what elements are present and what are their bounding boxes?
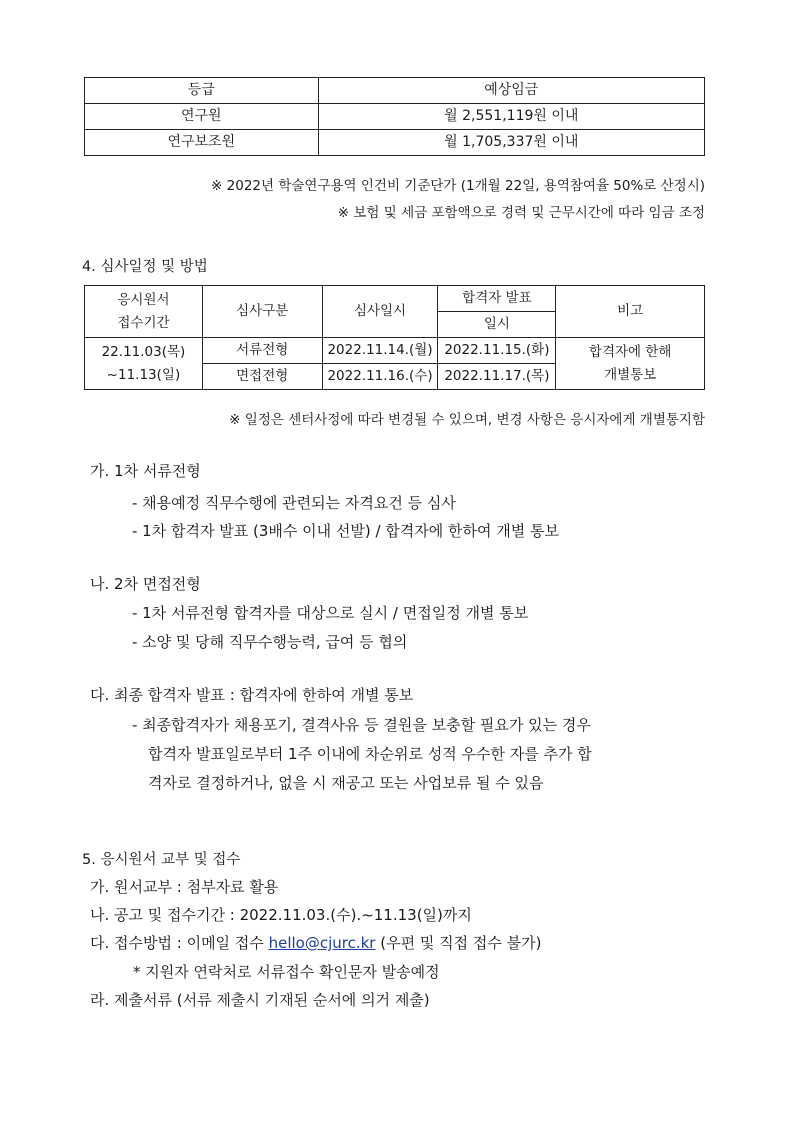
announce-cell: 2022.11.15.(화) xyxy=(438,338,556,364)
list-item: - 최종합격자가 채용포기, 결격사유 등 결원을 보충할 필요가 있는 경우 xyxy=(132,716,591,734)
list-item-continuation: 격자로 결정하거나, 없을 시 재공고 또는 사업보류 될 수 있음 xyxy=(148,774,544,792)
email-link[interactable]: hello@cjurc.kr xyxy=(268,934,376,952)
note-header: 비고 xyxy=(556,286,705,338)
table-row xyxy=(85,338,705,364)
wage-cell: 월 2,551,119원 이내 xyxy=(318,104,704,130)
subsection-title: 가. 1차 서류전형 xyxy=(90,462,201,480)
wage-note: ※ 2022년 학술연구용역 인건비 기준단가 (1개월 22일, 용역참여율 50%로 산정시) xyxy=(211,178,705,194)
type-header: 심사구분 xyxy=(202,286,322,338)
list-item-continuation: 합격자 발표일로부터 1주 이내에 차순위로 성적 우수한 자를 추가 합 xyxy=(148,745,592,763)
period-line: ~11.13(일) xyxy=(106,367,181,383)
type-cell: 서류전형 xyxy=(202,338,322,364)
list-item: - 1차 합격자 발표 (3배수 이내 선발) / 합격자에 한하여 개별 통보 xyxy=(132,522,559,540)
type-cell: 면접전형 xyxy=(202,364,322,390)
list-item: - 1차 서류전형 합격자를 대상으로 실시 / 면접일정 개별 통보 xyxy=(132,604,529,622)
header-line: 접수기간 xyxy=(117,314,170,331)
date-cell: 2022.11.16.(수) xyxy=(322,364,438,390)
note-line: 개별통보 xyxy=(604,367,657,383)
schedule-table xyxy=(84,285,705,390)
announce-header: 일시 xyxy=(438,312,556,338)
schedule-footnote: ※ 일정은 센터사정에 따라 변경될 수 있으며, 변경 사항은 응시자에게 개별통지함 xyxy=(229,412,705,428)
table-header-row xyxy=(85,286,705,312)
grade-cell: 연구보조원 xyxy=(85,130,319,156)
list-item: 가. 원서교부 : 첨부자료 활용 xyxy=(90,878,279,896)
period-cell xyxy=(85,338,203,390)
subsection-title: 다. 최종 합격자 발표 : 합격자에 한하여 개별 통보 xyxy=(90,686,414,704)
wage-table xyxy=(84,77,705,156)
table-header-cell: 등급 xyxy=(85,78,319,104)
table-header-cell: 예상임금 xyxy=(318,78,704,104)
date-cell: 2022.11.14.(월) xyxy=(322,338,438,364)
note-cell xyxy=(556,338,705,390)
announce-cell: 2022.11.17.(목) xyxy=(438,364,556,390)
table-row xyxy=(85,104,705,130)
table-row xyxy=(85,130,705,156)
list-item: - 소양 및 당해 직무수행능력, 급여 등 협의 xyxy=(132,633,408,651)
list-item: 나. 공고 및 접수기간 : 2022.11.03.(수).~11.13(일)까지 xyxy=(90,906,472,924)
list-item xyxy=(90,932,541,953)
list-item: - 채용예정 직무수행에 관련되는 자격요건 등 심사 xyxy=(132,494,456,512)
wage-note: ※ 보험 및 세금 포함액으로 경력 및 근무시간에 따라 임금 조정 xyxy=(337,205,705,221)
grade-cell: 연구원 xyxy=(85,104,319,130)
announce-header: 합격자 발표 xyxy=(438,286,556,312)
wage-cell: 월 1,705,337원 이내 xyxy=(318,130,704,156)
list-item: 라. 제출서류 (서류 제출시 기재된 순서에 의거 제출) xyxy=(90,991,430,1009)
date-header: 심사일시 xyxy=(322,286,438,338)
method-suffix: (우편 및 직접 접수 불가) xyxy=(380,934,542,952)
note-line: 합격자에 한해 xyxy=(588,343,672,360)
table-header-row xyxy=(85,78,705,104)
method-label: 다. 접수방법 : 이메일 접수 xyxy=(90,934,264,952)
sub-note: * 지원자 연락처로 서류접수 확인문자 발송예정 xyxy=(133,963,440,981)
subsection-title: 나. 2차 면접전형 xyxy=(90,575,201,593)
section-title: 4. 심사일정 및 방법 xyxy=(82,259,208,275)
section-title: 5. 응시원서 교부 및 접수 xyxy=(82,852,241,868)
period-header xyxy=(85,286,203,338)
period-line: 22.11.03(목) xyxy=(101,343,186,360)
header-line: 응시원서 xyxy=(117,292,170,309)
